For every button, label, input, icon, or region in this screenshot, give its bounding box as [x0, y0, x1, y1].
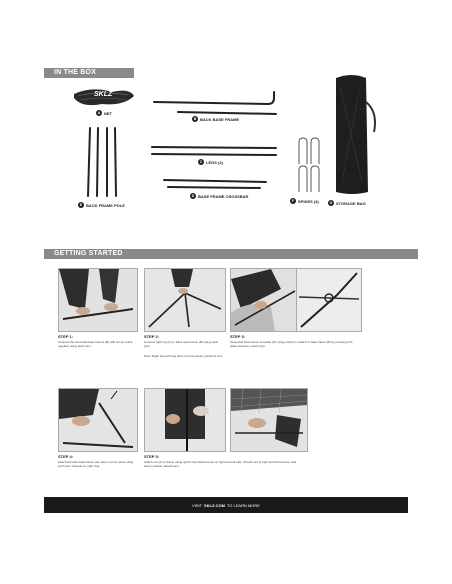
item-back-base-frame-label: B BACK BASE FRAME	[193, 116, 240, 122]
step-5-photo	[144, 388, 226, 452]
item-badge: F	[291, 199, 295, 203]
step-3b-photo	[296, 268, 362, 332]
item-badge: A	[97, 111, 101, 115]
net-image	[72, 86, 136, 108]
footer-link[interactable]: SKLZ.COM	[204, 502, 225, 508]
item-badge: E	[79, 203, 83, 207]
storage-bag-image	[330, 72, 380, 196]
item-badge: D	[191, 194, 195, 198]
step-4-photo	[58, 388, 138, 452]
step-2-note: Note: Right and left legs have red connection points at end.	[144, 354, 223, 358]
footer-bar	[44, 497, 408, 513]
item-crossbar-label: D BASE FRAME CROSSBAR	[191, 193, 249, 199]
back-base-frame-image	[150, 90, 280, 118]
item-net-label: A NET	[97, 110, 112, 116]
footer-prefix: VISIT	[192, 502, 203, 508]
item-badge: C	[199, 160, 203, 164]
step-2-text: Connect right leg (C) to back base frame (B) using push pins.	[144, 340, 219, 348]
step-2-title: STEP 2:	[144, 334, 160, 339]
step-5b-photo	[230, 388, 308, 452]
item-badge: B	[193, 117, 197, 121]
step-2-photo	[144, 268, 226, 332]
in-the-box-title: IN THE BOX	[54, 69, 97, 76]
step-3-text: Assemble base frame crossbar (D) using push pin. Attach to base frame (B) by pressing into place between metal rings.	[230, 340, 353, 348]
step-3-title: STEP 3:	[230, 334, 246, 339]
footer-suffix: TO LEARN MORE	[226, 502, 260, 508]
base-frame-crossbar-image	[162, 176, 270, 190]
in-the-box-banner	[44, 68, 134, 78]
item-storage-bag-label: G STORAGE BAG	[329, 200, 366, 206]
legs-image	[150, 144, 278, 158]
item-legs-label: C LEGS (2)	[199, 159, 223, 165]
spikes-image	[296, 136, 322, 194]
step-4-title: STEP 4:	[58, 454, 74, 459]
step-1-text: Connect the two back base frames (B) with corner joints together using push pins.	[58, 340, 133, 348]
step-5-title: STEP 5:	[144, 454, 160, 459]
item-back-frame-pole-label: E BACK FRAME POLE	[79, 202, 125, 208]
step-1-title: STEP 1:	[58, 334, 74, 339]
step-5-text: Attach net (A) to frame using Quick Clip attachments on right and left side. Stretch net to right and left corners, and loop to bottom attachment.	[144, 460, 297, 468]
getting-started-title: GETTING STARTED	[54, 250, 123, 257]
step-4-text: Attach left side back frame pole (E) to corner joints using push pins. Repeat on right side.	[58, 460, 134, 468]
item-badge: G	[329, 201, 333, 205]
net-logo: SKLZ	[94, 91, 113, 98]
step-1-photo	[58, 268, 138, 332]
back-frame-pole-image	[84, 126, 120, 198]
step-3-photo	[230, 268, 298, 332]
getting-started-banner	[44, 249, 418, 259]
item-spikes-label: F SPIKES (4)	[291, 198, 319, 204]
